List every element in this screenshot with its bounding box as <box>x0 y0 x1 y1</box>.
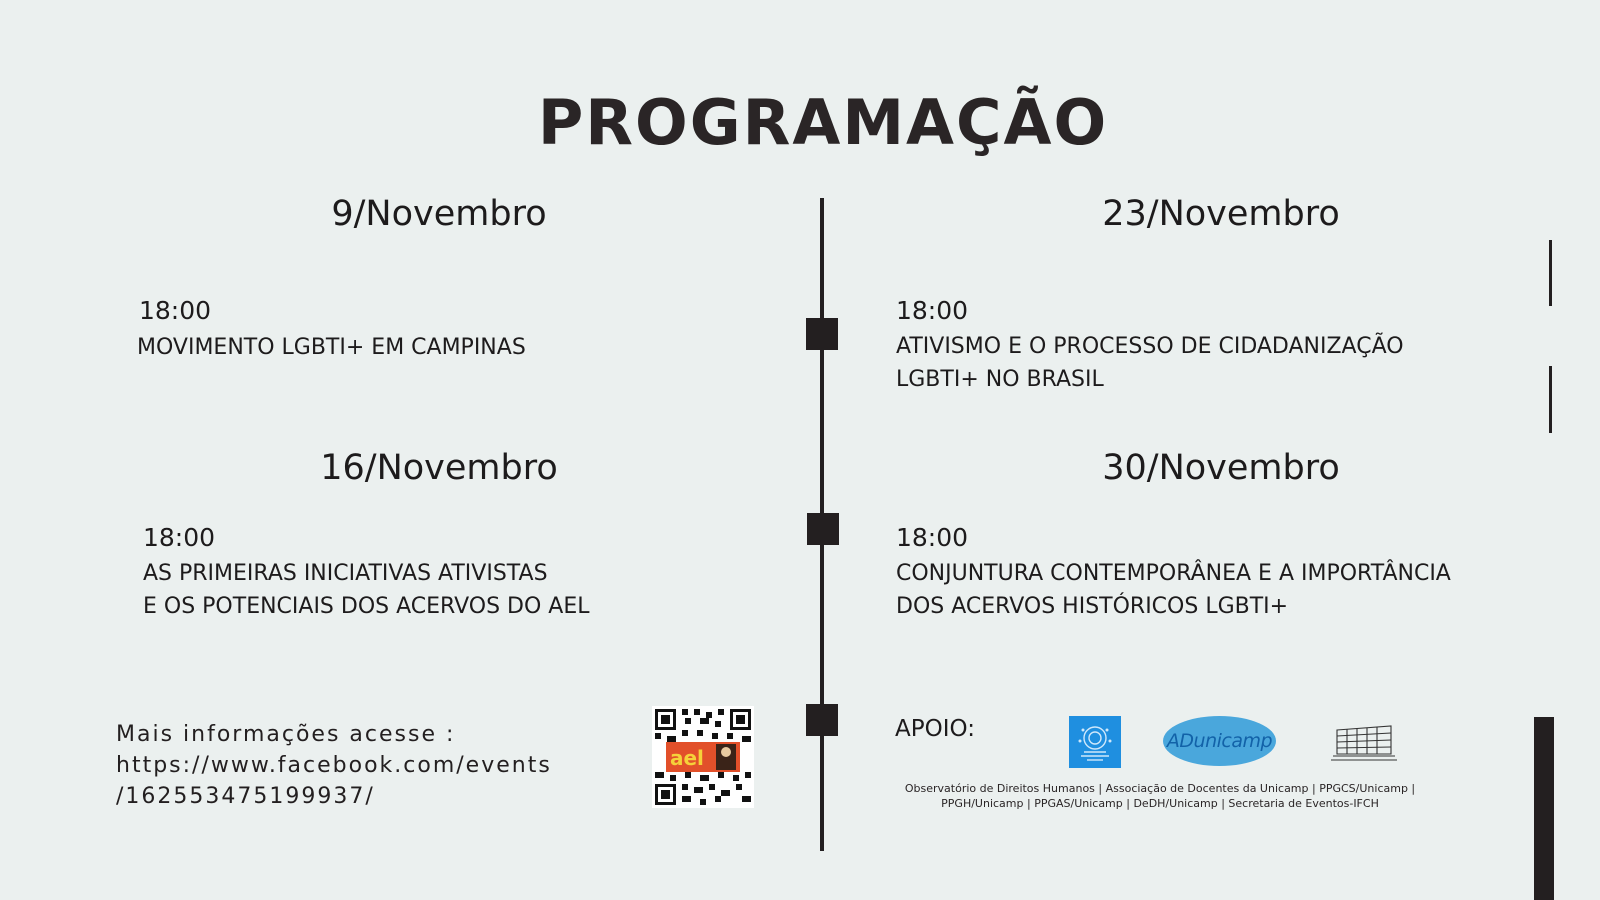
session-title-line: AS PRIMEIRAS INICIATIVAS ATIVISTAS <box>143 561 548 586</box>
session-date: 16/Novembro <box>320 448 558 488</box>
session-title-line: LGBTI+ NO BRASIL <box>896 367 1104 392</box>
session-title <box>137 331 526 364</box>
qr-logo-text: ael <box>670 746 704 770</box>
support-label: APOIO: <box>895 716 975 742</box>
adunicamp-logo: ADunicamp <box>1163 716 1276 766</box>
credits-line: Observatório de Direitos Humanos | Associação de Docentes da Unicamp | PPGCS/Unicamp | <box>904 782 1416 795</box>
qr-code[interactable] <box>652 706 754 808</box>
session-date: 9/Novembro <box>331 194 547 234</box>
session-title <box>143 557 590 623</box>
timeline-node <box>806 318 838 350</box>
timeline-node <box>806 704 838 736</box>
more-info <box>116 719 552 812</box>
session-title <box>896 330 1404 396</box>
session-title-line: DOS ACERVOS HISTÓRICOS LGBTI+ <box>896 594 1289 619</box>
session-time: 18:00 <box>896 523 969 552</box>
session-title-line: E OS POTENCIAIS DOS ACERVOS DO AEL <box>143 594 590 619</box>
session-title-line: CONJUNTURA CONTEMPORÂNEA E A IMPORTÂNCIA <box>896 561 1451 586</box>
credits-line: PPGH/Unicamp | PPGAS/Unicamp | DeDH/Unicamp | Secretaria de Eventos-IFCH <box>941 797 1379 810</box>
observatorio-logo <box>1069 716 1121 768</box>
edge-bar <box>1534 717 1554 900</box>
session-date: 23/Novembro <box>1102 194 1340 234</box>
session-title <box>896 557 1451 623</box>
session-time: 18:00 <box>896 296 969 325</box>
session-time: 18:00 <box>139 296 212 325</box>
session-date: 30/Novembro <box>1102 448 1340 488</box>
edge-bar <box>1549 366 1552 433</box>
support-credits <box>880 781 1440 811</box>
edge-bar <box>1549 240 1552 306</box>
event-link-id[interactable]: /162553475199937/ <box>116 784 375 809</box>
page-title: PROGRAMAÇÃO <box>537 86 1109 159</box>
session-time: 18:00 <box>143 523 216 552</box>
session-title-line: ATIVISMO E O PROCESSO DE CIDADANIZAÇÃO <box>896 334 1404 359</box>
timeline-node <box>807 513 839 545</box>
session-title-line: MOVIMENTO LGBTI+ EM CAMPINAS <box>137 335 526 360</box>
more-info-label: Mais informações acesse : <box>116 722 456 747</box>
event-link[interactable]: https://www.facebook.com/events <box>116 753 552 778</box>
ifch-logo <box>1327 716 1401 764</box>
